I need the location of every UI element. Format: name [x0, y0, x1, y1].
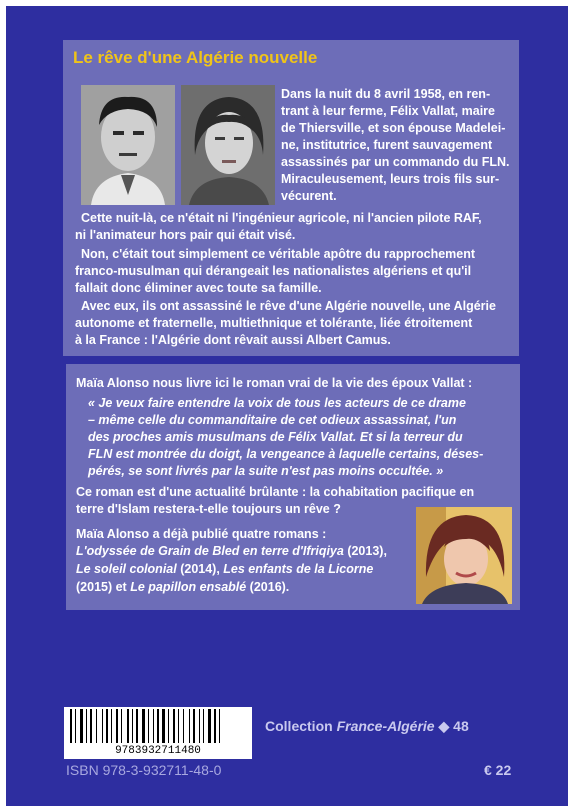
barcode-bar	[199, 709, 200, 743]
barcode-bar	[157, 709, 159, 743]
barcode-number: 9783932711480	[115, 745, 201, 757]
barcode-bar	[127, 709, 129, 743]
bibliography-line	[76, 561, 373, 578]
barcode	[64, 707, 252, 759]
barcode-bar	[183, 709, 184, 743]
barcode-bar	[116, 709, 118, 743]
barcode-bar	[168, 709, 169, 743]
book-title: L'odyssée de Grain de Bled en terre d'Ifriqiya	[76, 544, 344, 558]
book-year: (2014),	[176, 562, 224, 576]
collection-name: France-Algérie	[336, 718, 435, 734]
barcode-bar	[80, 709, 83, 743]
barcode-bar	[153, 709, 154, 743]
intro-line: Maïa Alonso nous livre ici le roman vrai de la vie des époux Vallat :	[76, 376, 473, 390]
barcode-bar	[70, 709, 72, 743]
book-title: Le soleil colonial	[76, 562, 177, 576]
back-cover	[6, 6, 568, 806]
barcode-bar	[208, 709, 211, 743]
bibliography-line: Maïa Alonso a déjà publié quatre romans :	[76, 527, 327, 541]
isbn-text: ISBN 978-3-932711-48-0	[66, 762, 222, 778]
summary-line: ni l'animateur hors pair qui était visé.	[75, 228, 296, 242]
summary-line: vécurent.	[281, 189, 337, 203]
barcode-bar	[96, 709, 97, 743]
barcode-bar	[86, 709, 87, 743]
summary-line: assassinés par un commando du FLN.	[281, 155, 510, 169]
collection-label	[265, 718, 469, 735]
review-panel	[66, 364, 520, 610]
barcode-bar	[142, 709, 145, 743]
barcode-bar	[178, 709, 179, 743]
collection-prefix: Collection	[265, 718, 337, 734]
book-title: Les enfants de la Licorne	[223, 562, 374, 576]
book-title: Le papillon ensablé	[130, 580, 247, 594]
summary-line: Miraculeusement, leurs trois fils sur-	[281, 172, 500, 186]
summary-line: de Thiersville, et son épouse Madelei-	[281, 121, 506, 135]
summary-line: à la France : l'Algérie dont rêvait aussi Albert Camus.	[75, 333, 391, 347]
book-year: (2013),	[343, 544, 387, 558]
summary-line: autonome et fraternelle, multiethnique et tolérante, liée étroitement	[75, 316, 473, 330]
author-photo	[416, 507, 512, 604]
diamond-icon: ◆	[438, 718, 450, 734]
quote-line: – même celle du commanditaire de cet odieux assassinat, l'un	[88, 413, 457, 427]
summary-line: fallait donc éliminer avec toute sa famille.	[75, 281, 322, 295]
quote-line: des proches amis musulmans de Félix Vallat. Et si la terreur du	[88, 430, 463, 444]
summary-panel	[63, 40, 519, 356]
quote-line: « Je veux faire entendre la voix de tous les acteurs de ce drame	[88, 396, 466, 410]
portrait-photo-felix	[81, 85, 175, 205]
summary-line: Dans la nuit du 8 avril 1958, en ren-	[281, 87, 491, 101]
summary-line: Avec eux, ils ont assassiné le rêve d'une Algérie nouvelle, une Algérie	[81, 299, 496, 313]
bibliography-line	[76, 579, 289, 596]
summary-line: Non, c'était tout simplement ce véritable apôtre du rapprochement	[81, 247, 476, 261]
barcode-bar	[173, 709, 175, 743]
summary-line: ne, institutrice, furent sauvagement	[281, 138, 493, 152]
barcode-bar	[136, 709, 138, 743]
book-year: (2015) et	[76, 580, 131, 594]
barcode-bar	[102, 709, 103, 743]
summary-line: trant à leur ferme, Félix Vallat, maire	[281, 104, 495, 118]
barcode-bar	[132, 709, 133, 743]
summary-line: franco-musulman qui dérangeait les nationalistes algériens et qu'il	[75, 264, 472, 278]
barcode-bars	[64, 707, 252, 745]
barcode-bar	[106, 709, 108, 743]
barcode-bar	[219, 709, 220, 743]
panel-title: Le rêve d'une Algérie nouvelle	[73, 48, 318, 67]
barcode-bar	[90, 709, 92, 743]
question-line: Ce roman est d'une actualité brûlante : la cohabitation pacifique en	[76, 485, 475, 499]
quote-line: pérés, se sont livrés par la suite n'est pas moins occultée. »	[88, 464, 444, 478]
barcode-bar	[148, 709, 149, 743]
bibliography-line	[76, 543, 387, 560]
barcode-bar	[214, 709, 216, 743]
quote-line: FLN est montrée du doigt, la vengeance à laquelle certains, déses-	[88, 447, 484, 461]
barcode-bar	[162, 709, 165, 743]
collection-number: 48	[453, 718, 469, 734]
book-year: (2016).	[246, 580, 290, 594]
barcode-bar	[203, 709, 204, 743]
barcode-bar	[193, 709, 195, 743]
barcode-bar	[189, 709, 190, 743]
price-text: € 22	[484, 762, 512, 778]
barcode-bar	[111, 709, 112, 743]
portrait-photo-madeleine	[181, 85, 275, 205]
question-line: terre d'Islam restera-t-elle toujours un rêve ?	[76, 502, 341, 516]
barcode-bar	[75, 709, 76, 743]
summary-line: Cette nuit-là, ce n'était ni l'ingénieur agricole, ni l'ancien pilote RAF,	[81, 211, 482, 225]
barcode-bar	[121, 709, 122, 743]
